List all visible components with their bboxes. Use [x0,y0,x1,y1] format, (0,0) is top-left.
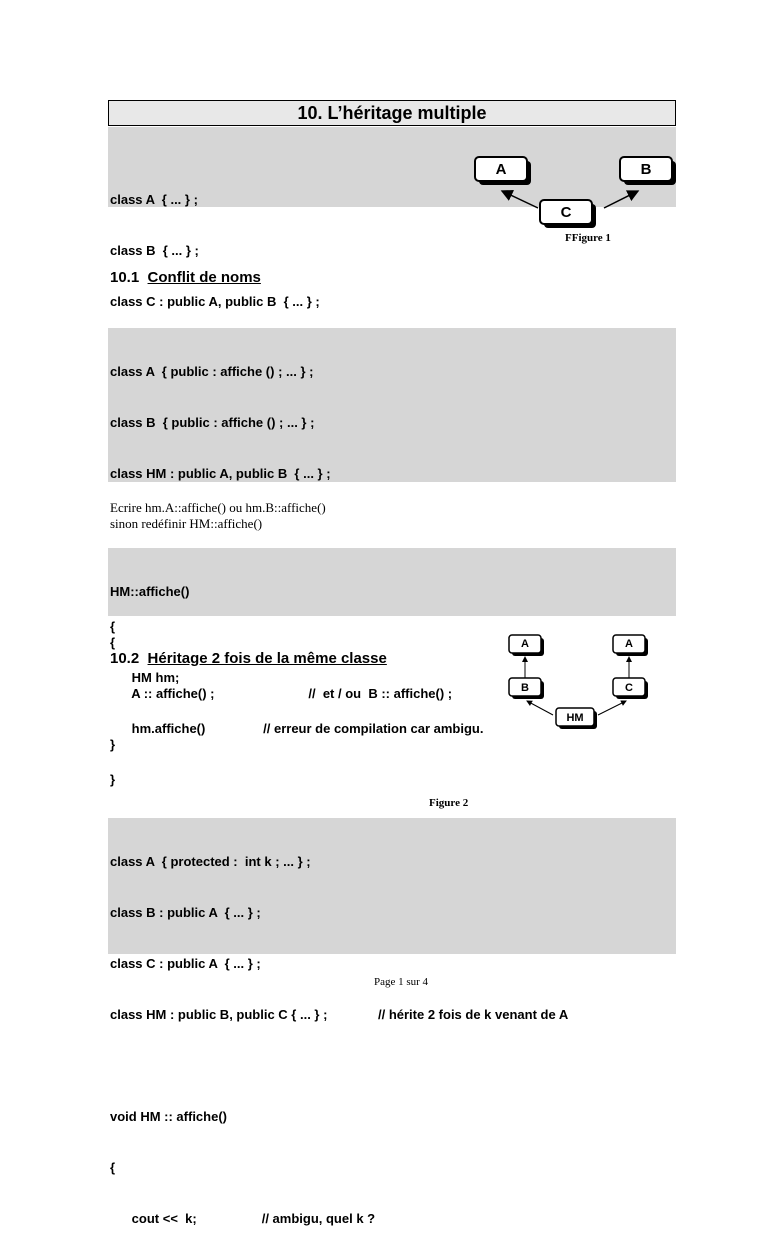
code-line: A :: affiche() ; // et / ou B :: affiche() ; [110,686,453,701]
section-number: 10.2 [110,650,140,667]
class-c-node [540,200,596,228]
node-label: HM [566,712,584,724]
code-line: { [110,619,116,634]
code-line: class A { protected : int k ; ... } ; [110,854,311,869]
node-label: C [625,682,633,694]
code-line: } [110,737,116,752]
code-line: cout << k; // ambigu, quel k ? [110,1211,376,1226]
code-line: class A { public : affiche () ; ... } ; [110,364,314,379]
code-line: } [110,772,116,787]
class-a-node-left [509,635,544,656]
page-footer: Page 1 sur 4 [373,976,429,988]
code-line: class C : public A { ... } ; [110,956,261,971]
code-line: class C : public A, public B { ... } ; [110,294,320,309]
node-label: A [625,638,633,650]
class-hm-node [556,708,597,729]
code-line [110,1057,568,1074]
explanation-text [110,500,326,532]
arrow-hm-to-b [527,701,553,715]
page-title: 10. L’héritage multiple [108,100,676,126]
code-line: { [110,1160,116,1175]
code-line: class A { ... } ; [110,192,198,207]
figure-1-diagram [460,150,690,235]
code-block-1 [110,157,320,327]
class-b-node [620,157,676,185]
code-line: void HM :: affiche() [110,1109,227,1124]
class-c-node [613,678,648,699]
code-line: class HM : public A, public B { ... } ; [110,466,331,481]
code-line: HM::affiche() [110,584,190,599]
class-a-node-right [613,635,648,656]
code-line: class B { public : affiche () ; ... } ; [110,415,315,430]
node-label: B [640,161,652,178]
arrow-hm-to-c [598,701,626,715]
class-a-node [475,157,531,185]
code-block-4 [110,819,568,1244]
code-line: HM hm; [110,670,180,685]
arrow-c-to-b [604,191,638,208]
class-b-node [509,678,544,699]
section-10-2-heading [110,650,387,667]
section-number: 10.1 [110,269,140,286]
section-10-1-heading [110,269,261,286]
section-title: Héritage 2 fois de la même classe [147,650,387,667]
node-label: A [521,638,529,650]
node-label: B [521,682,529,694]
code-line: class B { ... } ; [110,243,199,258]
node-label: A [495,161,507,178]
arrow-c-to-a [502,191,538,208]
figure-2-caption: Figure 2 [429,797,469,809]
text-line: sinon redéfinir HM::affiche() [110,516,263,531]
code-line: { [110,635,116,650]
node-label: C [560,204,572,221]
figure-2-diagram [495,630,670,736]
text-line: Ecrire hm.A::affiche() ou hm.B::affiche() [110,500,326,515]
code-line: class B : public A { ... } ; [110,905,261,920]
figure-1-caption: FFigure 1 [565,232,611,244]
section-title: Conflit de noms [147,269,261,286]
code-line: class HM : public B, public C { ... } ; // hérite 2 fois de k venant de A [110,1007,569,1022]
code-line: hm.affiche() // erreur de compilation car ambigu. [110,721,484,736]
